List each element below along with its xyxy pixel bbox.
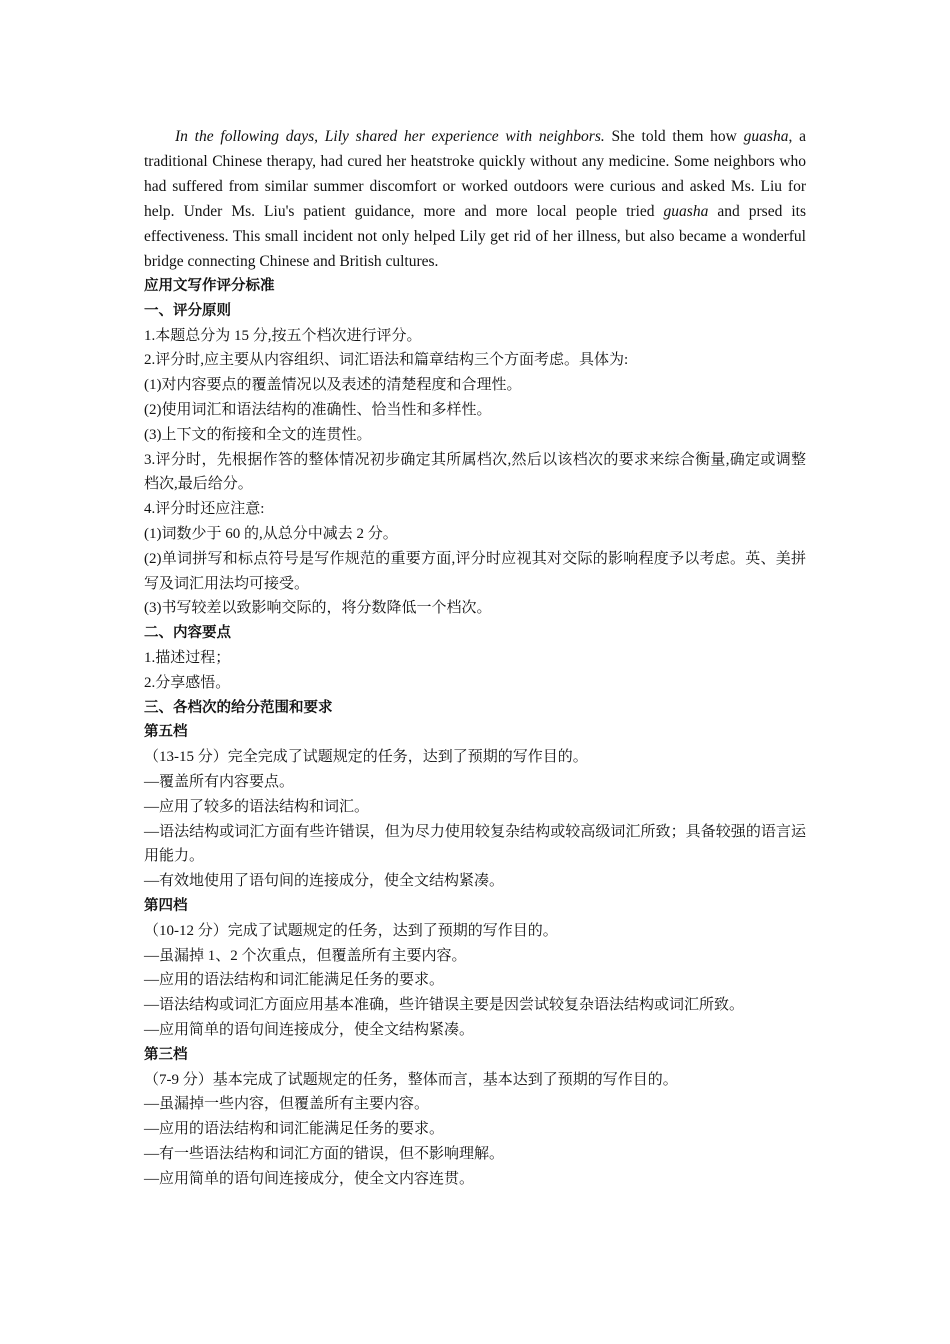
section-heading: 一、评分原则 [144, 302, 231, 319]
section-heading: 第三档 [144, 1046, 188, 1063]
rubric-line: —虽漏掉一些内容，但覆盖所有主要内容。 [144, 1096, 430, 1113]
rubric-line: —有效地使用了语句间的连接成分，使全文结构紧凑。 [144, 873, 505, 890]
rubric-line: —语法结构或词汇方面有些许错误，但为尽力使用较复杂结构或较高级词汇所致；具备较强的语言运用能力。 [144, 823, 806, 865]
rubric-line: 2.分享感悟。 [144, 674, 231, 691]
intro-paragraph [144, 124, 806, 274]
rubric-line: (1)词数少于 60 的,从总分中减去 2 分。 [144, 525, 398, 542]
rubric-line: 1.描述过程； [144, 649, 231, 666]
rubric-line: —应用的语法结构和词汇能满足任务的要求。 [144, 1121, 445, 1138]
rubric-line: （7-9 分）基本完成了试题规定的任务，整体而言，基本达到了预期的写作目的。 [144, 1071, 678, 1088]
section-heading: 应用文写作评分标准 [144, 278, 275, 294]
rubric-line: (3)上下文的衔接和全文的连贯性。 [144, 426, 372, 443]
section-heading: 第四档 [144, 897, 188, 914]
rubric-line: —应用的语法结构和词汇能满足任务的要求。 [144, 972, 445, 989]
rubric-section [144, 274, 806, 1191]
rubric-line: —虽漏掉 1、2 个次重点，但覆盖所有主要内容。 [144, 947, 467, 964]
document-page [144, 124, 806, 1191]
rubric-line: (2)使用词汇和语法结构的准确性、恰当性和多样性。 [144, 401, 492, 418]
section-heading: 二、内容要点 [144, 625, 231, 642]
intro-italic-lead: In the following days, Lily shared her experience with neighbors. [175, 128, 605, 145]
rubric-line: 1.本题总分为 15 分,按五个档次进行评分。 [144, 327, 422, 344]
intro-text-3: and prsed its effectiveness. This small incident not only helped Lily get rid of her illness, but also became a wonderful bridge connecting Chinese and British cultures. [144, 203, 806, 270]
rubric-line: 2.评分时,应主要从内容组织、词汇语法和篇章结构三个方面考虑。具体为: [144, 352, 629, 369]
section-heading: 第五档 [144, 724, 188, 741]
rubric-line: （13-15 分）完全完成了试题规定的任务，达到了预期的写作目的。 [144, 749, 588, 766]
rubric-line: —语法结构或词汇方面应用基本准确，些许错误主要是因尝试较复杂语法结构或词汇所致。 [144, 997, 745, 1014]
rubric-line: —应用简单的语句间连接成分，使全文结构紧凑。 [144, 1021, 475, 1038]
intro-text-1: She told them how [604, 128, 744, 145]
rubric-line: (2)单词拼写和标点符号是写作规范的重要方面,评分时应视其对交际的影响程度予以考虑。英、美拼写及词汇用法均可接受。 [144, 550, 806, 592]
intro-term-guasha-2: guasha [663, 203, 709, 220]
rubric-line: —应用了较多的语法结构和词汇。 [144, 798, 370, 815]
intro-text-2: , a traditional Chinese therapy, had cured her heatstroke quickly without any medicine. Some neighbors who had suffered from similar summer discomfort or worked outdoors were curious and asked Ms. Liu for help. Under Ms. Liu's patient guidance, more and more local people tried [144, 128, 806, 220]
rubric-line: 4.评分时还应注意: [144, 501, 265, 518]
rubric-line: —应用简单的语句间连接成分，使全文内容连贯。 [144, 1170, 475, 1187]
rubric-line: （10-12 分）完成了试题规定的任务，达到了预期的写作目的。 [144, 922, 558, 939]
rubric-line: (1)对内容要点的覆盖情况以及表述的清楚程度和合理性。 [144, 377, 522, 394]
rubric-line: (3)书写较差以致影响交际的，将分数降低一个档次。 [144, 600, 492, 617]
rubric-line: —有一些语法结构和词汇方面的错误，但不影响理解。 [144, 1145, 505, 1162]
rubric-line: 3.评分时，先根据作答的整体情况初步确定其所属档次,然后以该档次的要求来综合衡量,确定或调整档次,最后给分。 [144, 451, 806, 493]
section-heading: 三、各档次的给分范围和要求 [144, 699, 333, 716]
rubric-line: —覆盖所有内容要点。 [144, 773, 295, 790]
intro-term-guasha-1: guasha [743, 128, 789, 145]
